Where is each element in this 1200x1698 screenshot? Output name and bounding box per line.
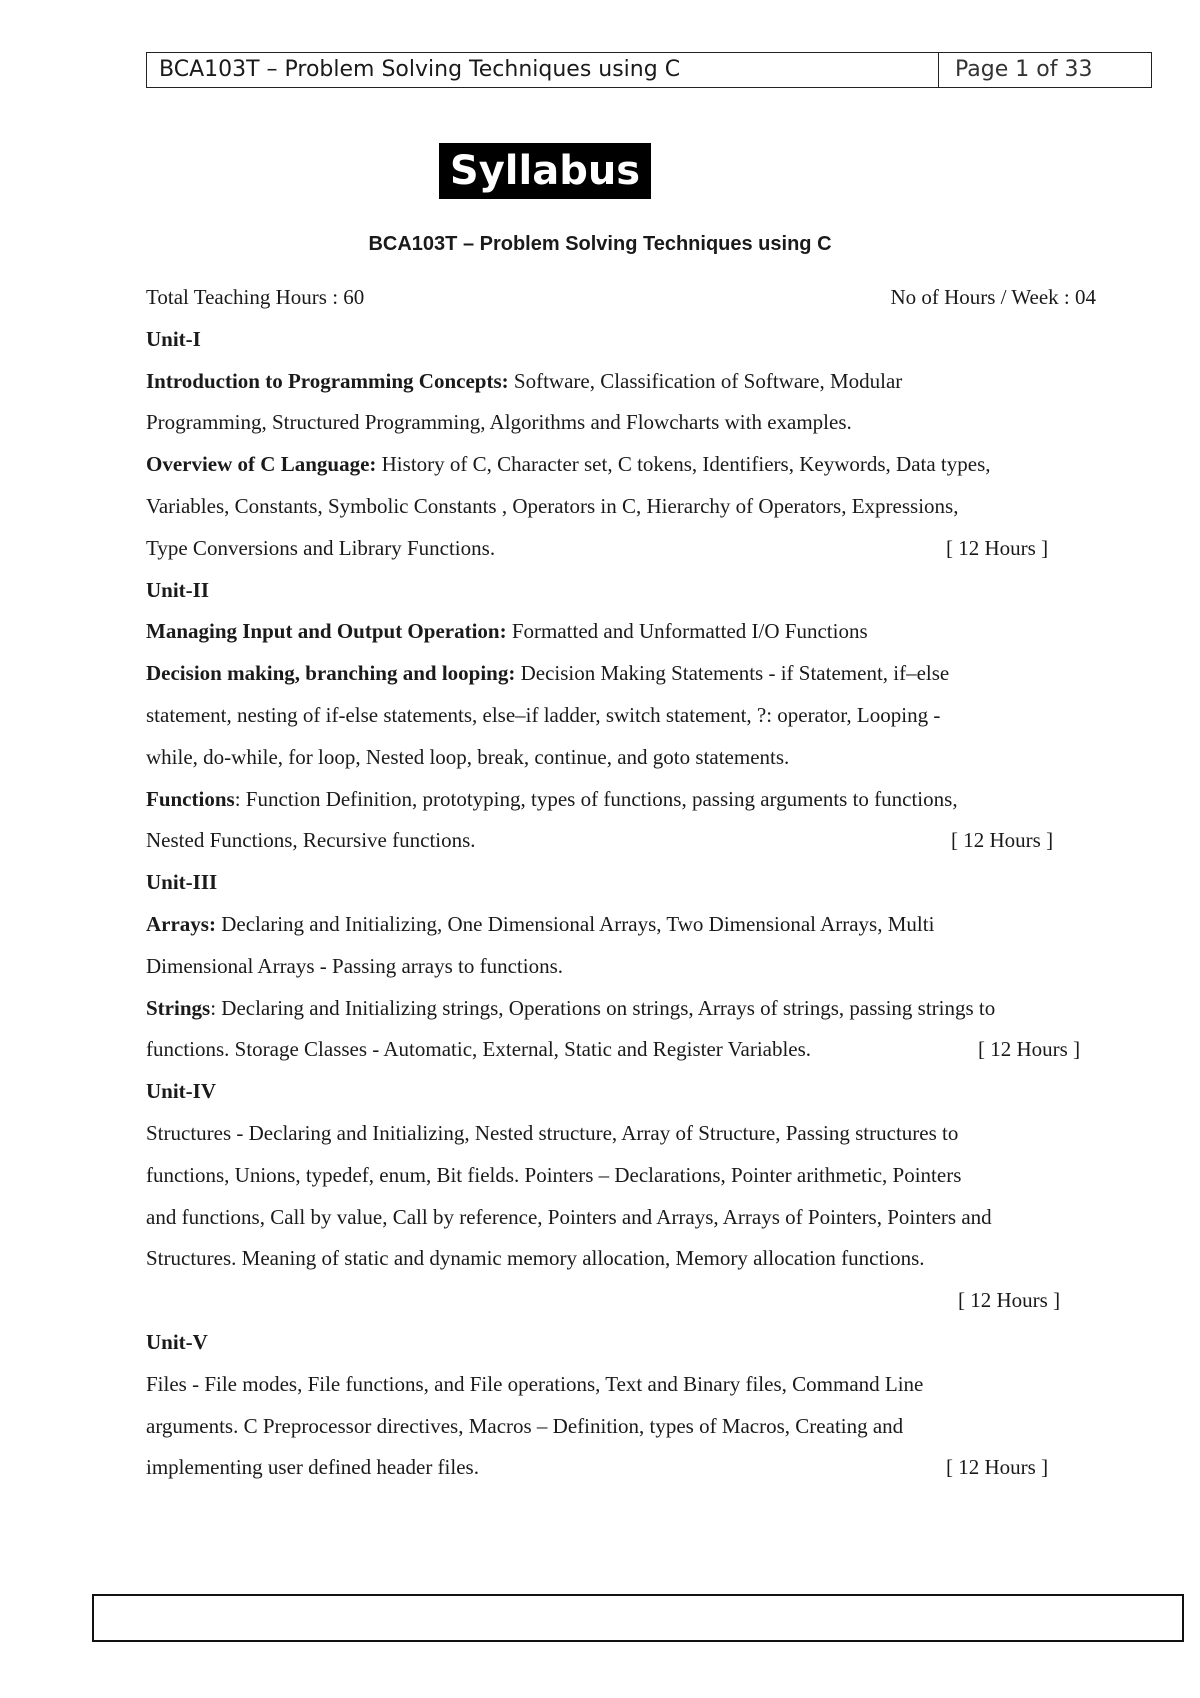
topic-text: History of C, Character set, C tokens, Identifiers, Keywords, Data types, <box>376 452 991 477</box>
unit-line <box>146 820 1136 862</box>
unit-line <box>146 611 1136 653</box>
topic-text: Declaring and Initializing, One Dimensional Arrays, Two Dimensional Arrays, Multi <box>215 911 935 936</box>
unit-hours: [ 12 Hours ] <box>946 1455 1049 1480</box>
unit-line <box>146 988 1136 1030</box>
unit-line: Files - File modes, File functions, and File operations, Text and Binary files, Command Line <box>146 1371 924 1396</box>
topic-text: Decision Making Statements - if Statement, if–else <box>515 661 950 686</box>
unit-line <box>146 1029 1136 1071</box>
unit-hours: [ 12 Hours ] <box>946 535 1049 560</box>
topic-label: Functions <box>146 786 235 811</box>
topic-text: : Declaring and Initializing strings, Operations on strings, Arrays of strings, passing strings to <box>210 995 996 1020</box>
unit-line <box>146 444 1136 486</box>
topic-text: functions. Storage Classes - Automatic, External, Static and Register Variables. <box>146 1037 812 1062</box>
unit-heading: Unit-V <box>146 1329 208 1354</box>
topic-text: Type Conversions and Library Functions. <box>146 535 496 560</box>
unit-line: Variables, Constants, Symbolic Constants , Operators in C, Hierarchy of Operators, Expressions, <box>146 493 959 518</box>
unit-line: Programming, Structured Programming, Algorithms and Flowcharts with examples. <box>146 410 852 435</box>
unit-heading: Unit-IV <box>146 1079 217 1104</box>
unit-heading: Unit-II <box>146 577 210 602</box>
topic-text: Software, Classification of Software, Modular <box>508 368 903 393</box>
unit-line <box>146 1280 1136 1322</box>
page-header <box>146 52 1152 88</box>
unit-line <box>146 779 1136 821</box>
syllabus-heading: Syllabus <box>439 143 651 199</box>
meta-row <box>146 277 1136 319</box>
unit-line: Structures. Meaning of static and dynamic memory allocation, Memory allocation functions. <box>146 1246 925 1271</box>
unit-line: Structures - Declaring and Initializing, Nested structure, Array of Structure, Passing structures to <box>146 1120 959 1145</box>
unit-heading: Unit-I <box>146 326 201 351</box>
topic-text: implementing user defined header files. <box>146 1455 479 1480</box>
unit-line: arguments. C Preprocessor directives, Macros – Definition, types of Macros, Creating and <box>146 1413 904 1438</box>
unit-line: Dimensional Arrays - Passing arrays to functions. <box>146 953 564 978</box>
topic-text: Formatted and Unformatted I/O Functions <box>506 619 868 644</box>
hours-per-week: No of Hours / Week : 04 <box>890 285 1096 309</box>
unit-line <box>146 653 1136 695</box>
unit-hours: [ 12 Hours ] <box>951 828 1054 853</box>
unit-line: and functions, Call by value, Call by reference, Pointers and Arrays, Arrays of Pointers, Pointers and <box>146 1204 992 1229</box>
course-title: BCA103T – Problem Solving Techniques using C <box>368 233 832 255</box>
unit-heading: Unit-III <box>146 870 218 895</box>
unit-line: functions, Unions, typedef, enum, Bit fields. Pointers – Declarations, Pointer arithmetic, Pointers <box>146 1162 962 1187</box>
topic-label: Strings <box>146 995 211 1020</box>
topic-label: Arrays: <box>146 911 216 936</box>
unit-line: statement, nesting of if-else statements, else–if ladder, switch statement, ?: operator, Looping - <box>146 702 941 727</box>
topic-label: Overview of C Language: <box>146 452 377 477</box>
unit-line: while, do-while, for loop, Nested loop, break, continue, and goto statements. <box>146 744 790 769</box>
header-page-number: Page 1 of 33 <box>955 57 1093 82</box>
topic-label: Managing Input and Output Operation: <box>146 619 507 644</box>
total-teaching-hours: Total Teaching Hours : 60 <box>146 285 365 309</box>
syllabus-content <box>146 277 1136 1489</box>
unit-hours: [ 12 Hours ] <box>958 1288 1061 1313</box>
topic-label: Introduction to Programming Concepts: <box>146 368 509 393</box>
unit-line <box>146 904 1136 946</box>
unit-hours: [ 12 Hours ] <box>978 1037 1081 1062</box>
unit-line <box>146 1447 1136 1489</box>
unit-line <box>146 528 1136 570</box>
topic-text: : Function Definition, prototyping, types of functions, passing arguments to functions, <box>234 786 958 811</box>
unit-line <box>146 361 1136 403</box>
topic-label: Decision making, branching and looping: <box>146 661 516 686</box>
topic-text: Nested Functions, Recursive functions. <box>146 828 476 853</box>
page-footer-box <box>92 1594 1184 1642</box>
header-course-title: BCA103T – Problem Solving Techniques using C <box>147 53 939 87</box>
